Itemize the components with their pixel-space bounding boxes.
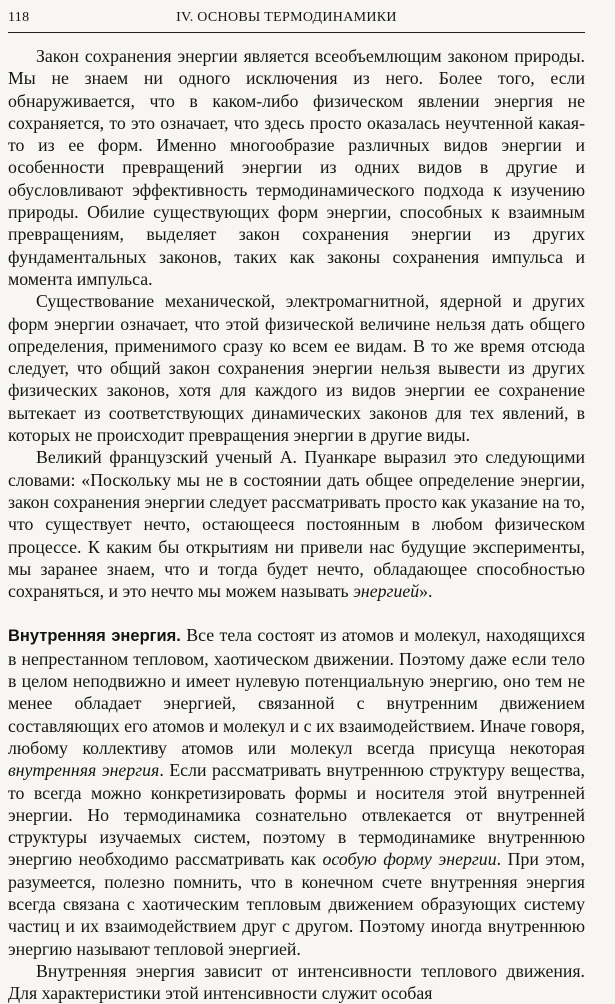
emphasis-special-form: особую форму энергии	[322, 849, 497, 870]
running-title: IV. ОСНОВЫ ТЕРМОДИНАМИКИ	[176, 10, 397, 25]
internal-energy-text-a: Все тела состоят из атомов и молекул, находящихся в непрестанном тепловом, хаотическом движении. Поэтому даже если тело в целом неподвижно и имеет нулевую потенциальную энергию, оно тем не менее обладает энергией, связанной с внутренним движением составляющих его атомов и молекул и с их взаимодействием. Иначе говоря, любому коллективу атомов или молекул всегда присуща некоторая	[8, 625, 585, 758]
emphasis-internal-energy: внутренняя энергия	[8, 760, 160, 781]
internal-energy-text-c: . При этом, разумеется, полезно помнить, что в конечном счете внутренняя энергия всегда связана с хаотическим тепловым движением образующих систему частиц и их взаимодействием друг с другом. Поэтому иногда внутреннюю энергию называют тепловой энергией.	[8, 849, 585, 959]
paragraph-forms-of-energy: Существование механической, электромагнитной, ядерной и других форм энергии означает, что этой физической величине нельзя дать общего определения, применимого сразу ко всем ее видам. В то же время отсюда следует, что общий закон сохранения энергии нельзя вывести из других физических законов, хотя для каждого из видов энергии ее сохранение вытекает из соответствующих динамических законов для тех явлений, в которых не происходит превращения энергии в другие виды.	[8, 291, 585, 446]
page-body	[8, 45, 585, 1004]
paragraph-thermal-motion: Внутренняя энергия зависит от интенсивности теплового движения. Для характеристики этой интенсивности служит особая	[8, 960, 585, 1004]
running-header	[8, 10, 585, 33]
paragraph-poincare-quote	[8, 446, 585, 602]
paragraph-energy-conservation: Закон сохранения энергии является всеобъемлющим законом природы. Мы не знаем ни одного исключения из него. Более того, если обнаруживается, что в каком-либо физическом явлении энергия не сохраняется, то это означает, что здесь просто оказалась неучтенной какая-то из ее форм. Именно многообразие различных видов энергии и особенности превращений энергии из одних видов в другие и обусловливают эффективность термодинамического подхода к изучению природы. Обилие существующих форм энергии, способных к взаимным превращениям, выделяет закон сохранения энергии из других фундаментальных законов, таких как законы сохранения импульса и момента импульса.	[8, 46, 585, 289]
quote-end: ».	[419, 581, 433, 602]
quote-text: Великий французский ученый А. Пуанкаре выразил это следующими словами: «Поскольку мы не в состоянии дать общее определение энергии, закон сохранения энергии следует рассматривать просто как указание на то, что существует нечто, остающееся постоянным в любом физическом процессе. К каким бы открытиям ни привели нас будущие эксперименты, мы заранее знаем, что и тогда будет нечто, обладающее способностью сохраняться, и это нечто мы можем называть	[8, 447, 585, 602]
quote-emphasis: энергией	[353, 581, 420, 602]
internal-energy-text-b: . Если рассматривать внутреннюю структуру вещества, то всегда можно конкретизировать формы и носителя этой внутренней энергии. Но термодинамика сознательно отвлекается от внутренней структуры изучаемых систем, поэтому в термодинамике внутреннюю энергию необходимо рассматривать как	[8, 760, 585, 870]
paragraph-internal-energy	[8, 624, 585, 959]
section-heading: Внутренняя энергия.	[8, 627, 181, 646]
page-number: 118	[8, 10, 30, 25]
